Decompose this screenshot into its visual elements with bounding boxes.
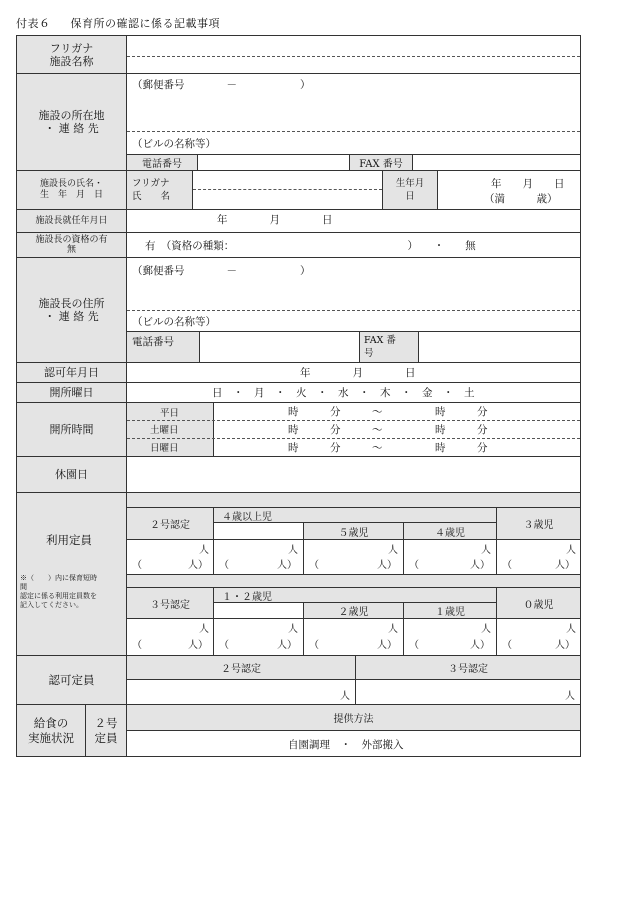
g3-d-open: （ (409, 640, 419, 651)
director-name-label-2: 生 年 月 日 (39, 190, 103, 200)
g2-b-close: 人） (277, 560, 297, 571)
title-text: 保育所の確認に係る記載事項 (70, 17, 220, 30)
appointed-ymd: 年 月 日 (217, 214, 333, 226)
appointed-field[interactable] (126, 209, 581, 233)
meals-method-header: 提供方法 (126, 704, 581, 731)
approval-date-ymd: 年 月 日 (300, 367, 416, 379)
capacity-g2-c4: ４歳児 (403, 522, 497, 540)
meals-sub-label (85, 704, 127, 757)
location-label-1: 施設の所在地 (38, 109, 105, 122)
director-tel-text: 電話番号 (132, 336, 174, 348)
licensed-g3-unit: 人 (565, 691, 575, 702)
g3-b-close: 人） (277, 640, 297, 651)
director-name-divider (193, 189, 382, 190)
g3-a-person: 人 (199, 624, 209, 635)
location-fax-field[interactable] (412, 154, 581, 171)
closed-days-field[interactable] (126, 456, 581, 493)
capacity-note-1: ※（ ）内に保育短時 間 (20, 574, 97, 591)
meals-label-2: 実施状況 (28, 730, 74, 745)
director-building: （ビルの名称等） (132, 316, 216, 328)
g2-a-person: 人 (199, 545, 209, 556)
location-fax-label: FAX 番号 (349, 154, 413, 171)
g2-d-close: 人） (470, 560, 490, 571)
open-hours-label: 開所時間 (16, 402, 127, 457)
capacity-g2-c5: ５歳児 (303, 522, 404, 540)
director-tel-label (126, 331, 200, 363)
facility-furigana-label: フリガナ (49, 41, 94, 55)
g3-b-person: 人 (288, 624, 298, 635)
g2-c-close: 人） (377, 560, 397, 571)
meals-label-1: 給食の (33, 715, 69, 730)
location-tel-label: 電話番号 (126, 154, 198, 171)
licensed-g2-unit: 人 (340, 691, 350, 702)
g2-e-open: （ (502, 560, 512, 571)
g2-b-person: 人 (288, 545, 298, 556)
g2-b-open: （ (219, 560, 229, 571)
open-days-values: 日 ・ 月 ・ 火 ・ 水 ・ 木 ・ 金 ・ 土 (212, 387, 475, 399)
capacity-g3-label: ３号認定 (126, 587, 214, 619)
capacity-g2-label: ２号認定 (126, 507, 214, 540)
location-tel-field[interactable] (197, 154, 350, 171)
capacity-g3-c1: １歳児 (403, 602, 497, 619)
director-furigana-label: フリガナ (132, 178, 170, 189)
open-hours-saturday: 土曜日 (150, 425, 179, 436)
g2-c-open: （ (309, 560, 319, 571)
facility-name-label (16, 35, 127, 74)
director-address-label-2: ・ 連 絡 先 (44, 310, 99, 323)
g3-e-close: 人） (555, 640, 575, 651)
g2-e-person: 人 (566, 545, 576, 556)
g3-e-person: 人 (566, 624, 576, 635)
director-furigana-name-label (126, 170, 193, 210)
open-hours-sunday: 日曜日 (150, 443, 179, 454)
director-tel-field[interactable] (199, 331, 360, 363)
g3-d-person: 人 (481, 624, 491, 635)
open-hours-divider-2 (127, 438, 580, 439)
qualification-label-1: 施設長の資格の有 (35, 235, 108, 245)
meals-sub-2: 定員 (94, 730, 118, 745)
open-days-label: 開所曜日 (16, 382, 127, 403)
g2-e-close: 人） (555, 560, 575, 571)
meals-method-value: 自園調理 ・ 外部搬入 (288, 739, 404, 751)
open-hours-weekday-time: 時 分 〜 時 分 (288, 406, 488, 418)
licensed-g3-header: ３号認定 (355, 655, 581, 680)
open-hours-weekday: 平日 (160, 408, 180, 419)
facility-name-divider (127, 56, 580, 57)
director-age: （満 歳） (484, 193, 558, 205)
capacity-g2-span-text: ４歳以上児 (222, 511, 272, 523)
meals-sub-1: ２号 (94, 715, 118, 730)
meals-label (16, 704, 86, 757)
capacity-g2-c3: ３歳児 (496, 507, 581, 540)
director-name-label (16, 170, 127, 210)
licensed-g2-header: ２号認定 (126, 655, 356, 680)
g3-c-open: （ (309, 640, 319, 651)
qualification-value: 有 （資格の種類： ） ・ 無 (145, 240, 476, 252)
location-building: （ビルの名称等） (132, 138, 216, 150)
capacity-g3-c0: ０歳児 (496, 587, 581, 619)
title-label: 付表６ (16, 17, 51, 30)
closed-days-label: 休園日 (16, 456, 127, 493)
g2-c-person: 人 (388, 545, 398, 556)
location-divider (127, 131, 580, 132)
location-label (16, 73, 127, 171)
g2-a-close: 人） (188, 560, 208, 571)
g3-d-close: 人） (470, 640, 490, 651)
capacity-label: 利用定員 (46, 533, 92, 547)
licensed-g3-field[interactable] (355, 679, 581, 705)
open-hours-saturday-time: 時 分 〜 時 分 (288, 424, 488, 436)
g3-a-close: 人） (188, 640, 208, 651)
capacity-top-strip (126, 492, 581, 508)
g3-c-person: 人 (388, 624, 398, 635)
director-name-field[interactable] (192, 170, 383, 210)
open-hours-divider-1 (127, 420, 580, 421)
qualification-label-2: 無 (66, 245, 76, 255)
capacity-g3-span-text: １・２歳児 (222, 591, 272, 603)
g2-d-person: 人 (481, 545, 491, 556)
g2-d-open: （ (409, 560, 419, 571)
director-postal: （郵便番号 － ） (132, 265, 311, 277)
director-name-label-1: 施設長の氏名・ (39, 179, 103, 189)
director-fax-label-2: 号 (364, 348, 374, 359)
appointed-label: 施設長就任年月日 (16, 209, 127, 233)
director-address-label (16, 257, 127, 363)
capacity-g3-span (213, 587, 497, 603)
director-address-divider (127, 310, 580, 311)
birth-label-1: 生年月 (395, 178, 425, 189)
director-birth-ymd: 年 月 日 (491, 178, 565, 190)
director-fax-field[interactable] (418, 331, 581, 363)
capacity-note-2: 認定に係る利用定員数を 記入してください。 (20, 592, 97, 609)
g2-a-open: （ (132, 560, 142, 571)
capacity-g3-c2: ２歳児 (303, 602, 404, 619)
facility-name-text: 施設名称 (49, 54, 94, 68)
director-fax-label-1: FAX 番 (364, 335, 396, 346)
birth-label-2: 日 (405, 191, 415, 202)
licensed-label: 認可定員 (16, 655, 127, 705)
open-hours-sunday-time: 時 分 〜 時 分 (288, 442, 488, 454)
director-address-label-1: 施設長の住所 (38, 297, 105, 310)
qualification-label (16, 232, 127, 258)
capacity-g2-span (213, 507, 497, 523)
document-title (16, 15, 220, 31)
facility-name-field[interactable] (126, 35, 581, 74)
g3-c-close: 人） (377, 640, 397, 651)
director-name-text: 氏 名 (132, 191, 171, 202)
g3-e-open: （ (502, 640, 512, 651)
director-birth-label (382, 170, 438, 210)
licensed-g2-field[interactable] (126, 679, 356, 705)
location-postal: （郵便番号 － ） (132, 79, 311, 91)
location-label-2: ・ 連 絡 先 (44, 122, 99, 135)
g3-b-open: （ (219, 640, 229, 651)
approval-date-label: 認可年月日 (16, 362, 127, 383)
g3-a-open: （ (132, 640, 142, 651)
capacity-mid-strip (126, 574, 581, 588)
director-fax-label (359, 331, 419, 363)
